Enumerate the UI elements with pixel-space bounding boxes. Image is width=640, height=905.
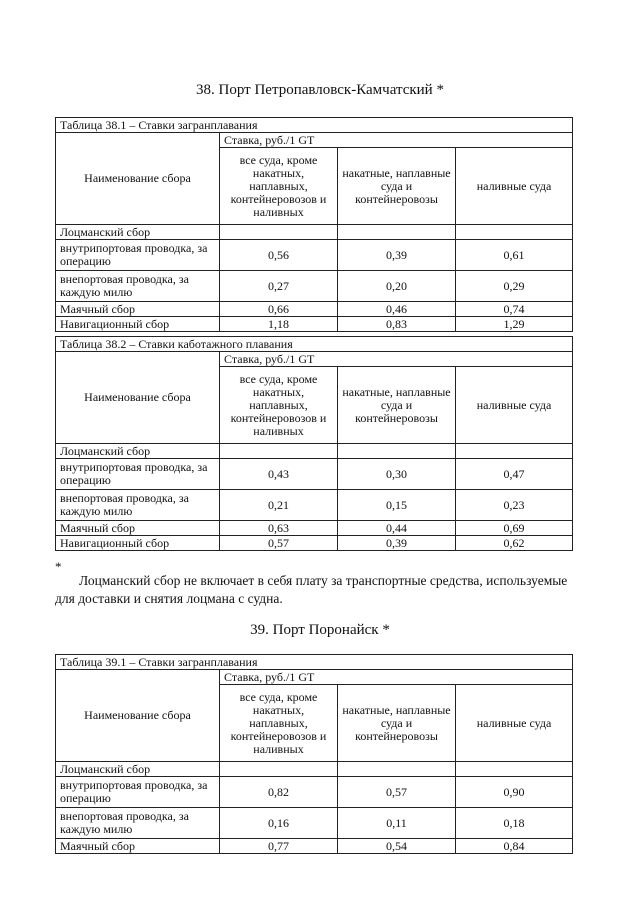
- rate-header: Ставка, руб./1 GT: [220, 670, 573, 685]
- cell-value: 1,18: [220, 317, 338, 332]
- table-row: [56, 240, 573, 271]
- cell-value: 0,30: [338, 459, 456, 490]
- column-header-tankers: наливные суда: [456, 367, 573, 444]
- row-label: Маячный сбор: [56, 302, 220, 317]
- table-row: [56, 521, 573, 536]
- section-title-39: 39. Порт Поронайск *: [250, 622, 390, 638]
- cell-value: 0,39: [338, 240, 456, 271]
- cell-value: 0,66: [220, 302, 338, 317]
- cell-value: 0,62: [456, 536, 573, 551]
- table-caption: Таблица 38.2 – Ставки каботажного плавания: [56, 337, 573, 352]
- table-row: [56, 459, 573, 490]
- cell-value: 0,47: [456, 459, 573, 490]
- cell-value: 0,23: [456, 490, 573, 521]
- cell-value: 0,20: [338, 271, 456, 302]
- cell-value: 0,69: [456, 521, 573, 536]
- empty-cell: [338, 225, 456, 240]
- table-row: [56, 536, 573, 551]
- column-header-roro-containers: накатные, наплавные суда и контейнеровозы: [338, 367, 456, 444]
- rate-header: Ставка, руб./1 GT: [220, 352, 573, 367]
- table-row: [56, 808, 573, 839]
- table-row: [56, 490, 573, 521]
- row-label: внутрипортовая проводка, за операцию: [56, 777, 220, 808]
- cell-value: 0,77: [220, 839, 338, 854]
- table-caption: Таблица 39.1 – Ставки загранплавания: [56, 655, 573, 670]
- cell-value: 0,83: [338, 317, 456, 332]
- footnote-text: Лоцманский сбор не включает в себя плату за транспортные средства, используемые для доставки и снятия лоцмана с судна.: [55, 573, 568, 606]
- footnote-mark: *: [55, 559, 62, 574]
- cell-value: 0,16: [220, 808, 338, 839]
- empty-cell: [338, 762, 456, 777]
- column-header-tankers: наливные суда: [456, 685, 573, 762]
- row-label: Маячный сбор: [56, 521, 220, 536]
- empty-cell: [220, 444, 338, 459]
- column-header-all-vessels: все суда, кроме накатных, наплавных, контейнеровозов и наливных: [220, 367, 338, 444]
- table-row: [56, 317, 573, 332]
- cell-value: 0,84: [456, 839, 573, 854]
- table-caption: Таблица 38.1 – Ставки загранплавания: [56, 118, 573, 133]
- cell-value: 1,29: [456, 317, 573, 332]
- cell-value: 0,56: [220, 240, 338, 271]
- empty-cell: [456, 225, 573, 240]
- row-label: внепортовая проводка, за каждую милю: [56, 490, 220, 521]
- cell-value: 0,43: [220, 459, 338, 490]
- empty-cell: [456, 444, 573, 459]
- cell-value: 0,82: [220, 777, 338, 808]
- column-header-roro-containers: накатные, наплавные суда и контейнеровозы: [338, 148, 456, 225]
- rate-header: Ставка, руб./1 GT: [220, 133, 573, 148]
- row-label: внепортовая проводка, за каждую милю: [56, 808, 220, 839]
- empty-cell: [220, 225, 338, 240]
- row-label: Маячный сбор: [56, 839, 220, 854]
- table-row: [56, 777, 573, 808]
- row-label: Навигационный сбор: [56, 317, 220, 332]
- table-row: [56, 302, 573, 317]
- rates-table-38-2: [55, 336, 573, 551]
- cell-value: 0,61: [456, 240, 573, 271]
- row-label: внутрипортовая проводка, за операцию: [56, 459, 220, 490]
- cell-value: 0,29: [456, 271, 573, 302]
- row-label: внепортовая проводка, за каждую милю: [56, 271, 220, 302]
- rates-table-39-1: [55, 654, 573, 854]
- rates-table-38-1: [55, 117, 573, 332]
- table-row: [56, 271, 573, 302]
- column-header-all-vessels: все суда, кроме накатных, наплавных, контейнеровозов и наливных: [220, 148, 338, 225]
- group-row-pilotage: Лоцманский сбор: [56, 444, 220, 459]
- fee-name-header: Наименование сбора: [56, 133, 220, 225]
- empty-cell: [220, 762, 338, 777]
- cell-value: 0,63: [220, 521, 338, 536]
- cell-value: 0,39: [338, 536, 456, 551]
- cell-value: 0,57: [338, 777, 456, 808]
- cell-value: 0,18: [456, 808, 573, 839]
- empty-cell: [456, 762, 573, 777]
- column-header-roro-containers: накатные, наплавные суда и контейнеровозы: [338, 685, 456, 762]
- group-row-pilotage: Лоцманский сбор: [56, 225, 220, 240]
- column-header-tankers: наливные суда: [456, 148, 573, 225]
- cell-value: 0,90: [456, 777, 573, 808]
- cell-value: 0,44: [338, 521, 456, 536]
- table-row: [56, 839, 573, 854]
- empty-cell: [338, 444, 456, 459]
- cell-value: 0,54: [338, 839, 456, 854]
- cell-value: 0,21: [220, 490, 338, 521]
- row-label: внутрипортовая проводка, за операцию: [56, 240, 220, 271]
- cell-value: 0,11: [338, 808, 456, 839]
- column-header-all-vessels: все суда, кроме накатных, наплавных, контейнеровозов и наливных: [220, 685, 338, 762]
- group-row-pilotage: Лоцманский сбор: [56, 762, 220, 777]
- cell-value: 0,15: [338, 490, 456, 521]
- cell-value: 0,46: [338, 302, 456, 317]
- row-label: Навигационный сбор: [56, 536, 220, 551]
- fee-name-header: Наименование сбора: [56, 670, 220, 762]
- fee-name-header: Наименование сбора: [56, 352, 220, 444]
- cell-value: 0,27: [220, 271, 338, 302]
- cell-value: 0,57: [220, 536, 338, 551]
- cell-value: 0,74: [456, 302, 573, 317]
- section-title-38: 38. Порт Петропавловск-Камчатский *: [196, 82, 444, 98]
